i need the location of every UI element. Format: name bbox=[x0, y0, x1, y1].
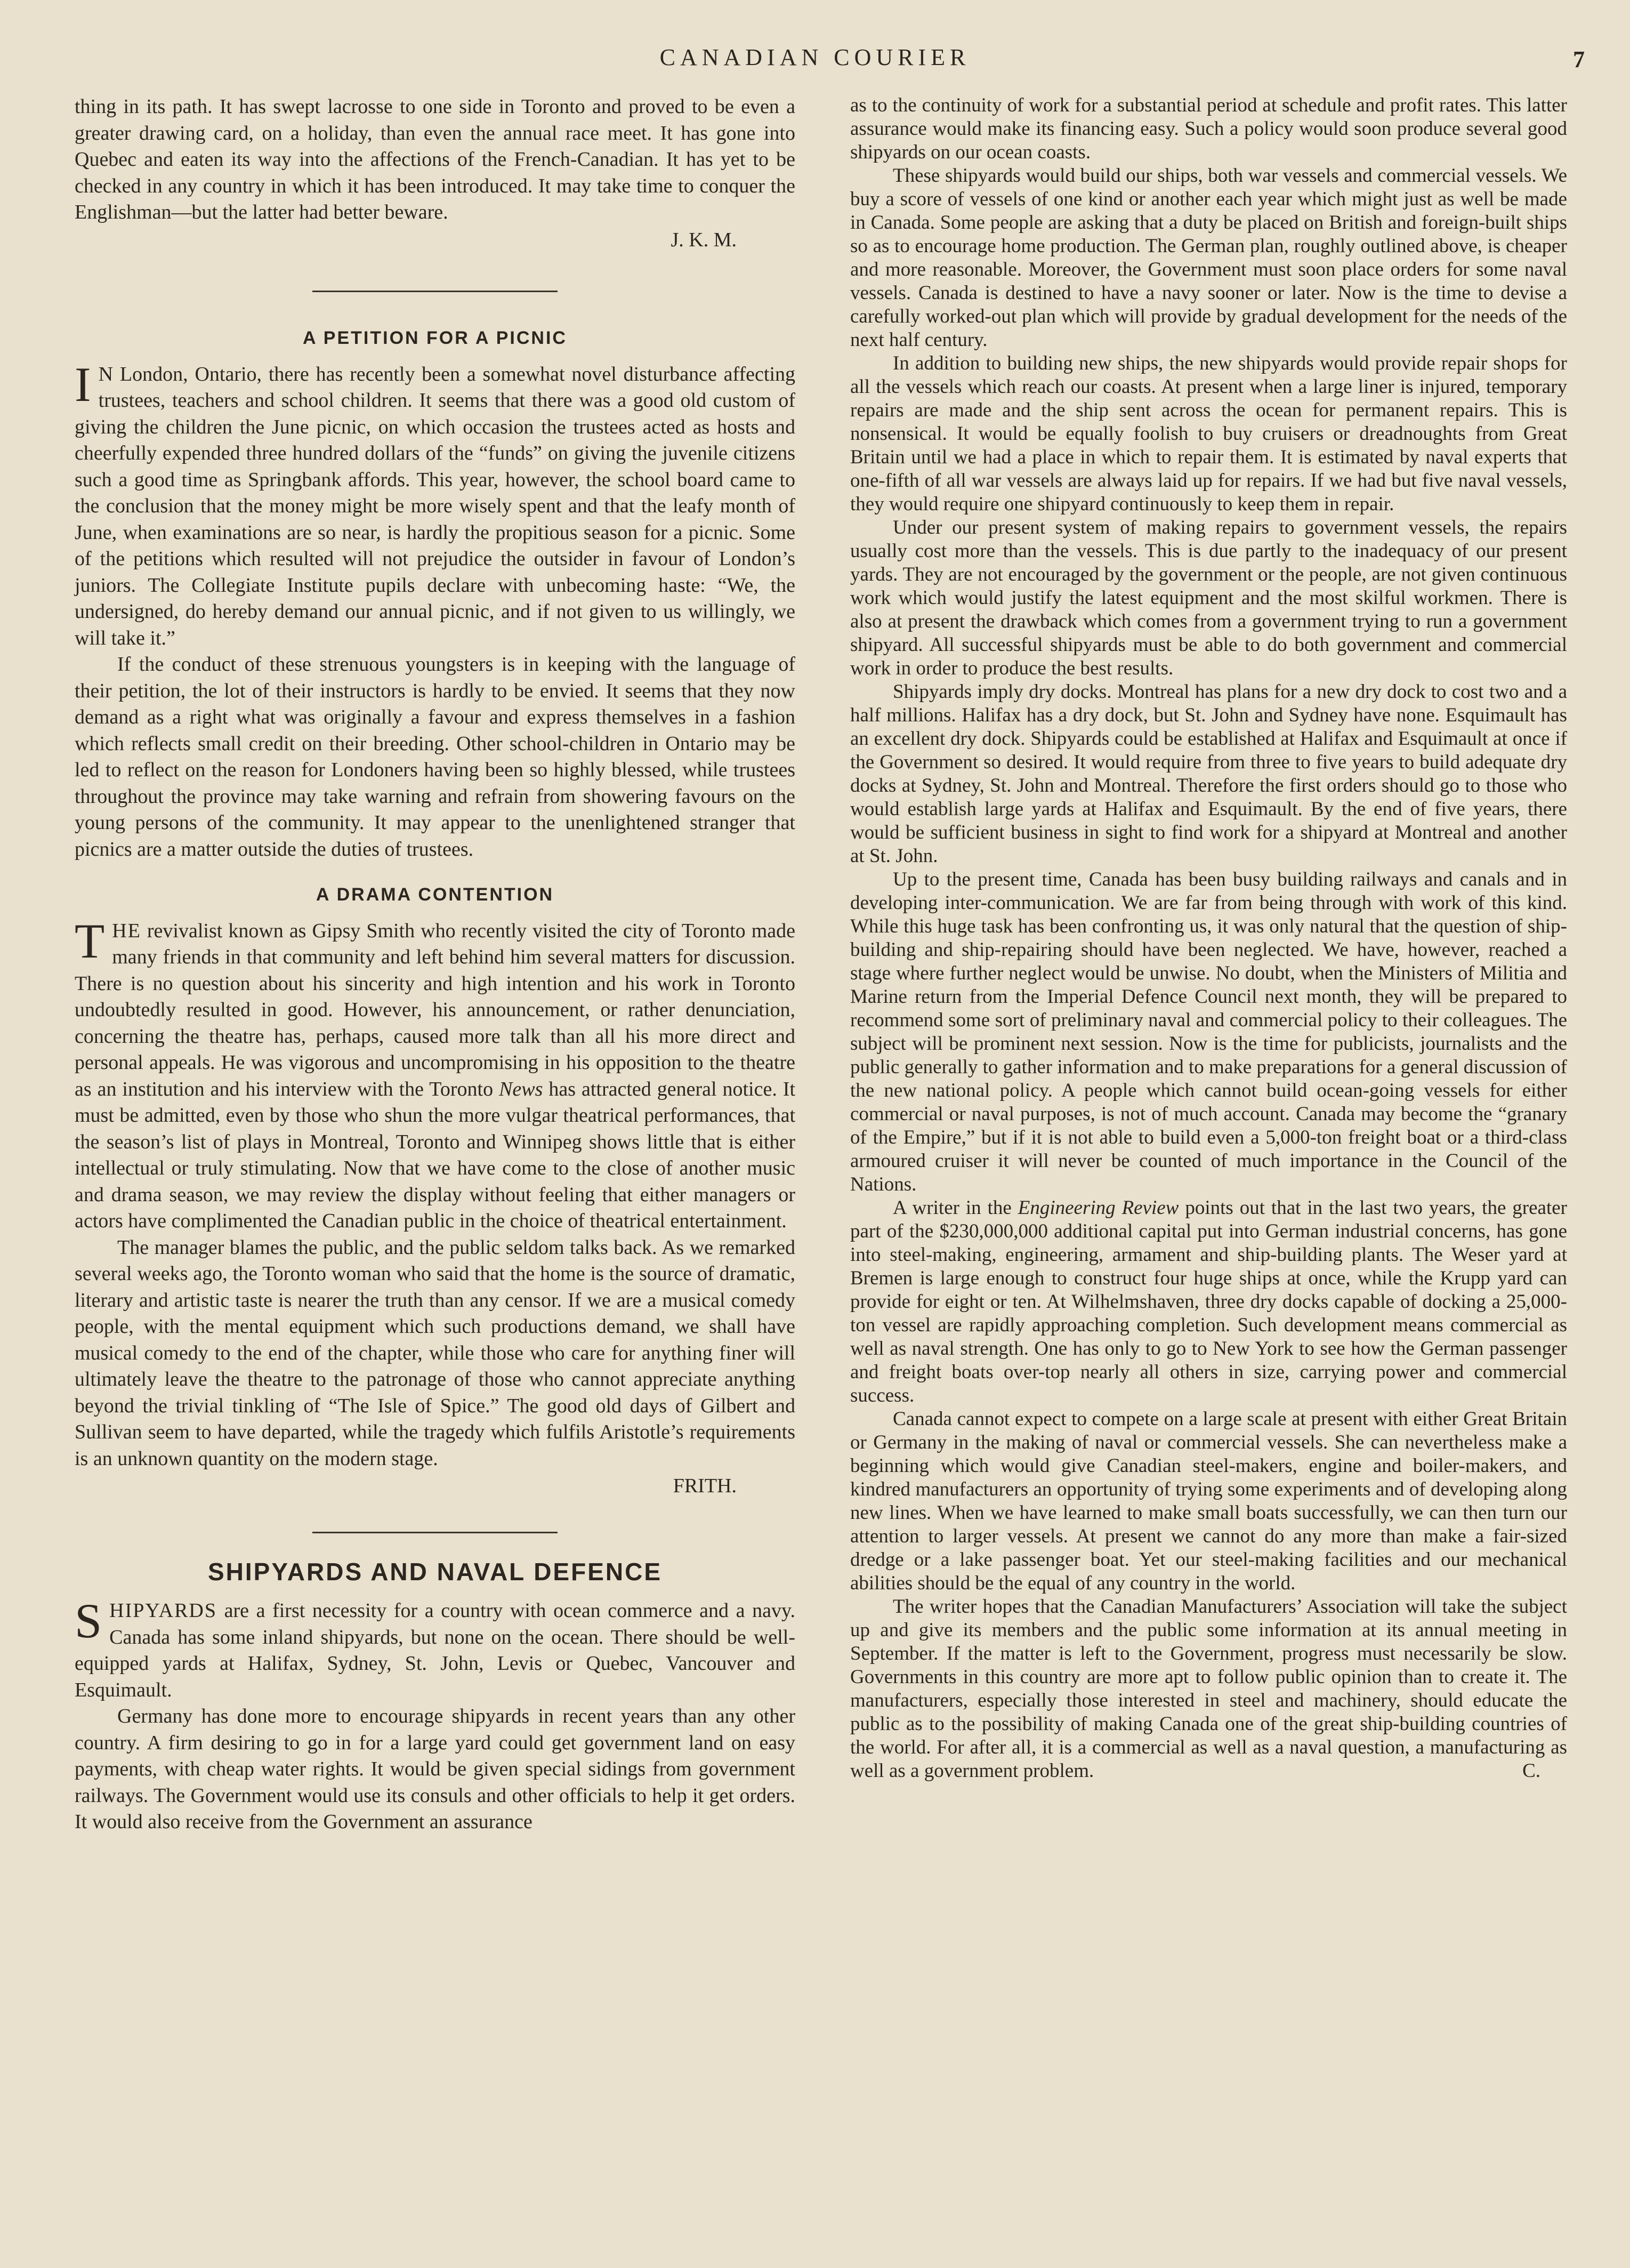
picnic-paragraph-1 bbox=[75, 357, 795, 652]
intro-signature: J. K. M. bbox=[671, 228, 737, 251]
right-paragraph-4: Shipyards imply dry docks. Montreal has plans for a new dry dock to cost two and a half millions. Halifax has a dry dock, but St. John and Sydney have none. Esquimault has an excellent dry dock. Shipyards could be established at Halifax and Esquimault at once if the Government so desired. It would require from three to five years to build adequate dry docks at Sydney, St. John and Montreal. Therefore the first orders should go to those who would establish large yards at Halifax and Esquimault. By the end of five years, there would be sufficient business in sight to find work for a shipyard at Montreal and another at St. John. bbox=[850, 681, 1567, 867]
right-paragraph-3: Under our present system of making repairs to government vessels, the repairs usually cost more than the vessels. This is due partly to the inadequacy of our present yards. They are not encouraged by the government or the people, are not given continuous work which would justify the latest equipment and the most skilful workmen. There is also at present the drawback which comes from a government trying to run a government shipyard. All successful shipyards must be able to do both government and commercial work in order to produce the best results. bbox=[850, 517, 1567, 679]
picnic-dropcap: I bbox=[75, 357, 91, 412]
divider-2 bbox=[312, 1532, 558, 1533]
right-paragraph-6-b: points out that in the last two years, the greater part of the $230,000,000 additional capital put into German industrial concerns, has gone into steel-making, engineering, armament and ship-building plants. The Weser yard at Bremen is large enough to construct four huge ships at once, while the Krupp yard can provide for eight or ten. At Wilhelmshaven, three dry docks capable of docking a 25,000-ton vessel are rapidly approaching completion. Such development means commercial as well as naval strength. One has only to go to New York to see how the German passenger and freight boats over-top nearly all others in size, carrying power and commercial success. bbox=[850, 1197, 1567, 1406]
picnic-paragraph-1-text: N London, Ontario, there has recently been a somewhat novel disturbance affecting trustees, teachers and school children. It seems that there was a good old custom of giving the children the June picnic, on which occasion the trustees acted as hosts and cheerfully expended three hundred dollars of the “funds” on giving the juvenile citizens such a good time as Springbank affords. This year, however, the school board came to the conclusion that the money might be more wisely spent and that the leafy month of June, when examinations are so near, is hardly the propitious season for a picnic. Some of the petitions which resulted will not prejudice the outsider in favour of London’s juniors. The Collegiate Institute pupils declare with unbecoming haste: “We, the undersigned, do hereby demand our annual picnic, and if not given to us willingly, we will take it.” bbox=[75, 363, 795, 649]
drama-dropcap: T bbox=[75, 913, 105, 968]
intro-paragraph: thing in its path. It has swept lacrosse to one side in Toronto and proved to be even a greater drawing card, on a holiday, than even the annual race meet. It has gone into Quebec and eaten its way into the affections of the French-Canadian. It has yet to be checked in any country in which it has been introduced. It may take time to conquer the Englishman—but the latter had better beware. bbox=[75, 95, 795, 223]
shipyards-paragraph-2: Germany has done more to encourage shipyards in recent years than any other country. A firm desiring to go in for a large yard could get government land on easy payments, with cheap water rights. It would be given special sidings from government railways. The Government would use its consuls and other officials to help it get orders. It would also receive from the Government an assurance bbox=[75, 1705, 795, 1833]
left-column bbox=[75, 94, 795, 1836]
drama-paragraph-1-a: revivalist known as Gipsy Smith who recently visited the city of Toronto made many friends in that community and left behind him several matters for discussion. There is no question about his sincerity and high intention and his work in Toronto undoubtedly resulted in good. However, his announcement, or rather denunciation, concerning the theatre has, perhaps, caused more talk than all his more direct and personal appeals. He was vigorous and uncompromising in his opposition to the theatre as an institution and his interview with the Toronto bbox=[75, 919, 795, 1100]
shipyards-paragraph-1-text: are a first necessity for a country with ocean commerce and a navy. Canada has some inland shipyards, but none on the ocean. There should be well-equipped yards at Halifax, Sydney, St. John, Levis or Quebec, Vancouver and Esquimault. bbox=[75, 1599, 795, 1701]
picnic-heading: A PETITION FOR A PICNIC bbox=[303, 328, 567, 348]
right-paragraph-7: Canada cannot expect to compete on a large scale at present with either Great Britain or Germany in the making of naval or commercial vessels. She can nevertheless make a beginning which would give Canadian steel-makers, engine and boiler-makers, and kindred manufacturers an opportunity of trying some experiments and of developing along new lines. When we have learned to make small boats successfully, we can then turn our attention to larger vessels. At present we cannot do any more than make a fair-sized dredge or a lake passenger boat. Yet our steel-making facilities and our mechanical abilities should be the equal of any country in the world. bbox=[850, 1408, 1567, 1594]
right-paragraph-6-italic: Engineering Review bbox=[1018, 1197, 1179, 1219]
right-paragraph-6-a: A writer in the bbox=[893, 1197, 1018, 1219]
shipyards-lead-caps: HIPYARDS bbox=[109, 1599, 217, 1622]
drama-heading: A DRAMA CONTENTION bbox=[316, 884, 554, 905]
masthead: CANADIAN COURIER bbox=[659, 44, 971, 70]
right-paragraph-6 bbox=[850, 1196, 1567, 1408]
right-paragraph-1: These shipyards would build our ships, both war vessels and commercial vessels. We buy a score of vessels of one kind or another each year which might just as well be made in Canada. Some people are asking that a duty be placed on British and foreign-built ships so as to encourage home production. The German plan, roughly outlined above, is cheaper and more reasonable. Moreover, the Government must soon place orders for some naval vessels. Canada is destined to have a navy sooner or later. Now is the time to devise a carefully worked-out plan which will provide by gradual development for the needs of the next half century. bbox=[850, 165, 1567, 351]
drama-paragraph-1-italic: News bbox=[499, 1077, 543, 1100]
right-column bbox=[850, 94, 1567, 1783]
right-paragraph-0: as to the continuity of work for a substantial period at schedule and profit rates. This latter assurance would make its financing easy. Such a policy would soon produce several good shipyards on our ocean coasts. bbox=[850, 94, 1567, 163]
drama-paragraph-1 bbox=[75, 913, 795, 1235]
shipyards-heading: SHIPYARDS AND NAVAL DEFENCE bbox=[207, 1557, 663, 1586]
drama-paragraph-2: The manager blames the public, and the public seldom talks back. As we remarked several weeks ago, the Toronto woman who said that the home is the source of dramatic, literary and artistic taste is nearer the truth than any censor. If we are a musical comedy people, with the mental equipment which such productions demand, we shall have musical comedy to the end of the chapter, while those who care for anything finer will ultimately leave the theatre to the patronage of those who cannot appreciate anything beyond the trivial tinkling of “The Isle of Spice.” The good old days of Gilbert and Sullivan seem to have departed, while the tragedy which fulfils Aristotle’s requirements is an unknown quantity on the modern stage. bbox=[75, 1236, 795, 1470]
drama-paragraph-1-b: has attracted general notice. It must be admitted, even by those who shun the more vulgar theatrical performances, that the season’s list of plays in Montreal, Toronto and Winnipeg shows little that is either intellectual or truly stimulating. Now that we have come to the close of another music and drama season, we may review the display without feeling that either managers or actors have complimented the Canadian public in the choice of theatrical entertainment. bbox=[75, 1077, 795, 1232]
right-paragraph-8: The writer hopes that the Canadian Manufacturers’ Association will take the subject up and give its members and the public some information at its annual meeting in September. If the matter is left to the Government, progress must necessarily be slow. Governments in this country are more apt to follow public opinion than to create it. The manufacturers, especially those interested in steel and machinery, should educate the public as to the possibility of making Canada one of the great ship-building countries of the world. For after all, it is a commercial as well as a naval question, a manufacturing as well as a government problem. bbox=[850, 1596, 1567, 1782]
drama-signature: FRITH. bbox=[673, 1475, 737, 1497]
right-paragraph-2: In addition to building new ships, the new shipyards would provide repair shops for all the vessels which reach our coasts. At present when a large liner is injured, temporary repairs are made and the ship sent across the ocean for permanent repairs. This is nonsensical. It would be equally foolish to buy cruisers or dreadnoughts from Great Britain until we had a place in which to repair them. It is estimated by naval experts that one-fifth of all war vessels are always laid up for repairs. If we had but five naval vessels, they would require one shipyard continuously to keep them in repair. bbox=[850, 352, 1567, 515]
right-paragraph-5: Up to the present time, Canada has been busy building railways and canals and in developing inter-communication. We are far from being through with work of this kind. While this huge task has been confronting us, it was only natural that the question of ship-building and ship-repairing should have been neglected. We have, however, reached a stage where further neglect would be unwise. No doubt, when the Ministers of Militia and Marine return from the Imperial Defence Council next month, they will be prepared to recommend some sort of preliminary naval and commercial policy to their colleagues. The subject will be prominent next session. Now is the time for publicists, journalists and the public generally to gather information and to make preparations for a general discussion of the new national policy. A people which cannot build ocean-going vessels for either commercial or naval purposes, is not of much account. Canada may become the “granary of the Empire,” but if it is not able to build even a 5,000-ton freight boat or a third-class armoured cruiser it will never be counted of much importance in the Council of the Nations. bbox=[850, 868, 1567, 1195]
shipyards-dropcap: S bbox=[75, 1594, 102, 1648]
right-signature: C. bbox=[1522, 1760, 1540, 1782]
picnic-paragraph-2: If the conduct of these strenuous youngsters is in keeping with the language of their petition, the lot of their instructors is hardly to be envied. It seems that they now demand as a right what was originally a favour and express themselves in a fashion which reflects small credit on their breeding. Other school-children in Ontario may be led to reflect on the reason for Londoners having been so highly blessed, while trustees throughout the province may take warning and refrain from showering favours on the young persons of the community. It may appear to the unenlightened stranger that picnics are a matter outside the duties of trustees. bbox=[75, 653, 795, 860]
drama-lead-caps: HE bbox=[112, 919, 141, 942]
page-number: 7 bbox=[1573, 46, 1585, 73]
shipyards-paragraph-1 bbox=[75, 1594, 795, 1703]
divider bbox=[312, 291, 558, 292]
